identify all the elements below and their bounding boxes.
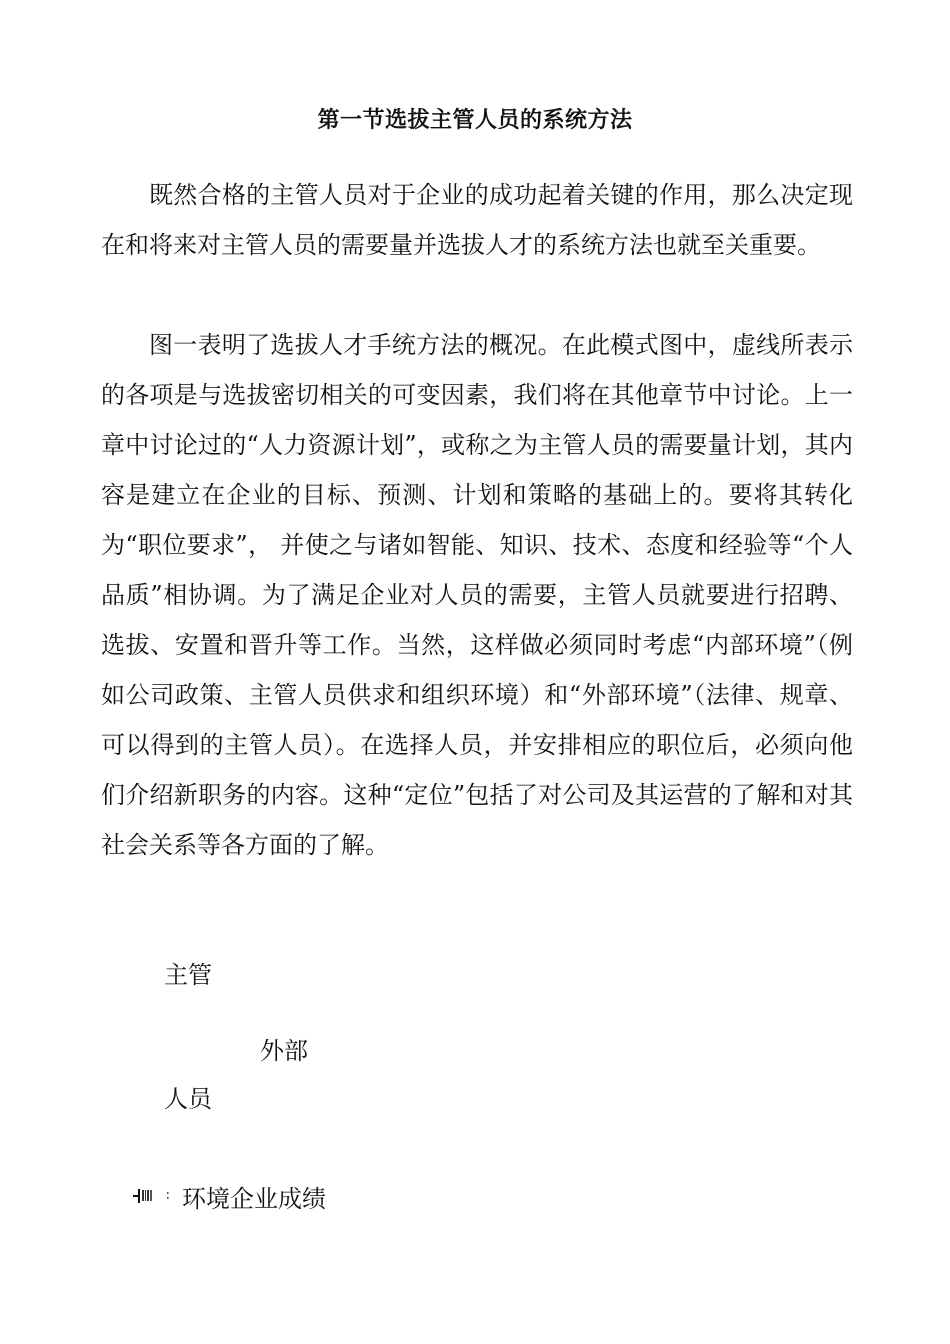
diagram-label-personnel: 人员 xyxy=(164,1085,212,1113)
paragraph-overview: 图一表明了选拔人才手统方法的概况。在此模式图中，虚线所表示的各项是与选拔密切相关的可变因素，我们将在其他章节中讨论。上一章中讨论过的“人力资源计划”，或称之为主管人员的需要量计划，其内容是建立在企业的目标、预测、计划和策略的基础上的。要将其转化为“职位要求”， 并使之与诸如智能、知识、技术、态度和经验等“个人品质”相协调。为了满足企业对人员的需要，主管人员就要进行招聘、选拔、安置和晋升等工作。当然，这样做必须同时考虑“内部环境”（例如公司政策、主管人员供求和组织环境）和“外部环境”（法律、规章、可以得到的主管人员）。在选择人员，并安排相应的职位后，必须向他们介绍新职务的内容。这种“定位”包括了对公司及其运营的了解和对其社会关系等各方面的了解。 xyxy=(101,331,853,859)
diagram-label-environment-performance: 环境企业成绩 xyxy=(182,1185,326,1213)
diagram-label-external: 外部 xyxy=(260,1037,308,1065)
section-title: 第一节选拔主管人员的系统方法 xyxy=(317,108,633,133)
diagram-connector-icon xyxy=(131,1186,175,1206)
paragraph-intro: 既然合格的主管人员对于企业的成功起着关键的作用，那么决定现在和将来对主管人员的需要量并选拔人才的系统方法也就至关重要。 xyxy=(101,181,853,259)
diagram-label-manager: 主管 xyxy=(164,961,212,989)
